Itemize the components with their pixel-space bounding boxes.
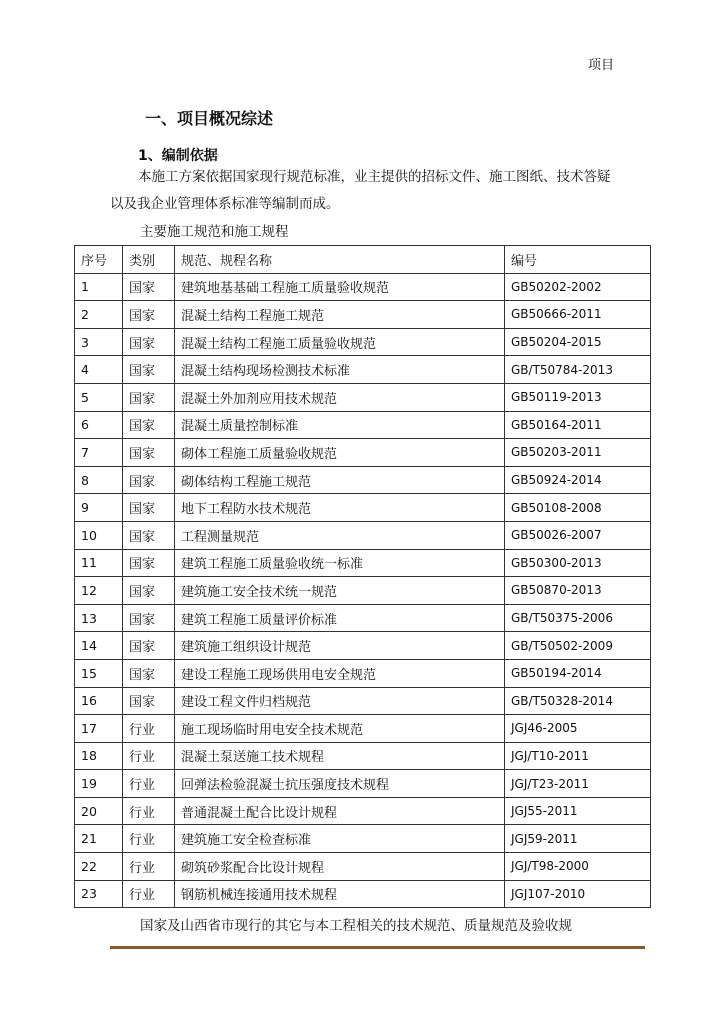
row-standard-name: 钢筋机械连接通用技术规程	[175, 880, 505, 908]
row-index: 23	[75, 880, 123, 908]
row-standard-name: 建设工程施工现场供用电安全规范	[175, 659, 505, 687]
table-row	[75, 521, 651, 549]
row-category: 国家	[123, 577, 175, 605]
row-standard-name: 混凝土结构现场检测技术标准	[175, 356, 505, 384]
row-index: 11	[75, 549, 123, 577]
row-standard-name: 工程测量规范	[175, 521, 505, 549]
header-cell-name: 规范、规程名称	[175, 246, 505, 274]
header-label: 项目	[587, 58, 614, 73]
table-row	[75, 880, 651, 908]
row-index: 14	[75, 632, 123, 660]
row-standard-name: 普通混凝土配合比设计规程	[175, 797, 505, 825]
row-standard-name: 混凝土泵送施工技术规程	[175, 742, 505, 770]
row-category: 国家	[123, 659, 175, 687]
table-row	[75, 715, 651, 743]
row-standard-name: 砌体结构工程施工规范	[175, 466, 505, 494]
row-category: 行业	[123, 742, 175, 770]
row-standard-code: JGJ55-2011	[505, 797, 651, 825]
row-standard-code: JGJ107-2010	[505, 880, 651, 908]
row-index: 13	[75, 604, 123, 632]
table-row	[75, 853, 651, 881]
row-standard-name: 建筑工程施工质量验收统一标准	[175, 549, 505, 577]
row-standard-code: GB50119-2013	[505, 383, 651, 411]
intro-paragraph: 本施工方案依据国家现行规范标准，业主提供的招标文件、施工图纸、技术答疑以及我企业管理体系标准等编制而成。	[110, 169, 611, 212]
row-standard-name: 砌体工程施工质量验收规范	[175, 439, 505, 467]
row-standard-code: GB50870-2013	[505, 577, 651, 605]
row-standard-code: GB50202-2002	[505, 273, 651, 301]
row-index: 2	[75, 301, 123, 329]
row-index: 5	[75, 383, 123, 411]
footer-text: 国家及山西省市现行的其它与本工程相关的技术规范、质量规范及验收规	[140, 918, 572, 934]
table-caption: 主要施工规范和施工规程	[140, 224, 289, 240]
row-category: 国家	[123, 411, 175, 439]
row-standard-name: 施工现场临时用电安全技术规范	[175, 715, 505, 743]
row-standard-code: JGJ/T23-2011	[505, 770, 651, 798]
row-category: 行业	[123, 797, 175, 825]
row-index: 3	[75, 328, 123, 356]
row-index: 21	[75, 825, 123, 853]
row-category: 国家	[123, 439, 175, 467]
row-category: 国家	[123, 273, 175, 301]
row-standard-code: GB/T50328-2014	[505, 687, 651, 715]
table-row	[75, 742, 651, 770]
row-category: 国家	[123, 356, 175, 384]
table-row	[75, 687, 651, 715]
subsection-title: 1、编制依据	[138, 148, 218, 164]
row-index: 18	[75, 742, 123, 770]
table-row	[75, 770, 651, 798]
row-index: 12	[75, 577, 123, 605]
row-index: 20	[75, 797, 123, 825]
table-row	[75, 466, 651, 494]
table-row	[75, 383, 651, 411]
row-standard-name: 建筑工程施工质量评价标准	[175, 604, 505, 632]
row-standard-name: 回弹法检验混凝土抗压强度技术规程	[175, 770, 505, 798]
row-standard-name: 建筑施工安全技术统一规范	[175, 577, 505, 605]
row-standard-name: 砌筑砂浆配合比设计规程	[175, 853, 505, 881]
row-category: 国家	[123, 301, 175, 329]
table-row	[75, 356, 651, 384]
row-standard-code: GB50203-2011	[505, 439, 651, 467]
row-standard-name: 地下工程防水技术规范	[175, 494, 505, 522]
row-index: 8	[75, 466, 123, 494]
footer-rule	[110, 946, 645, 949]
row-category: 国家	[123, 328, 175, 356]
row-category: 国家	[123, 632, 175, 660]
table-row	[75, 439, 651, 467]
row-standard-code: JGJ/T10-2011	[505, 742, 651, 770]
row-standard-code: GB/T50784-2013	[505, 356, 651, 384]
row-category: 国家	[123, 521, 175, 549]
row-standard-code: JGJ46-2005	[505, 715, 651, 743]
header-cell-code: 编号	[505, 246, 651, 274]
row-index: 9	[75, 494, 123, 522]
row-standard-code: GB50108-2008	[505, 494, 651, 522]
row-standard-code: GB/T50375-2006	[505, 604, 651, 632]
header-cell-category: 类别	[123, 246, 175, 274]
row-category: 国家	[123, 383, 175, 411]
row-category: 行业	[123, 880, 175, 908]
row-index: 6	[75, 411, 123, 439]
row-standard-code: GB50666-2011	[505, 301, 651, 329]
table-row	[75, 797, 651, 825]
table-row	[75, 659, 651, 687]
row-index: 10	[75, 521, 123, 549]
table-row	[75, 632, 651, 660]
table-header-row	[75, 246, 651, 274]
row-standard-code: GB50026-2007	[505, 521, 651, 549]
row-index: 22	[75, 853, 123, 881]
row-index: 1	[75, 273, 123, 301]
table-body	[75, 273, 651, 908]
row-standard-name: 混凝土结构工程施工规范	[175, 301, 505, 329]
table-row	[75, 494, 651, 522]
row-standard-code: JGJ59-2011	[505, 825, 651, 853]
row-standard-code: GB50164-2011	[505, 411, 651, 439]
row-standard-code: GB50204-2015	[505, 328, 651, 356]
row-standard-name: 建筑地基基础工程施工质量验收规范	[175, 273, 505, 301]
row-category: 行业	[123, 853, 175, 881]
table-row	[75, 604, 651, 632]
row-index: 7	[75, 439, 123, 467]
table-row	[75, 411, 651, 439]
row-category: 国家	[123, 604, 175, 632]
section-title: 一、项目概况综述	[145, 109, 274, 128]
row-category: 行业	[123, 715, 175, 743]
table-row	[75, 273, 651, 301]
row-standard-code: GB/T50502-2009	[505, 632, 651, 660]
row-standard-code: GB50300-2013	[505, 549, 651, 577]
row-standard-name: 建设工程文件归档规范	[175, 687, 505, 715]
row-standard-code: JGJ/T98-2000	[505, 853, 651, 881]
row-index: 17	[75, 715, 123, 743]
table-row	[75, 825, 651, 853]
table-row	[75, 577, 651, 605]
row-category: 行业	[123, 825, 175, 853]
header-cell-index: 序号	[75, 246, 123, 274]
row-category: 行业	[123, 770, 175, 798]
row-category: 国家	[123, 494, 175, 522]
row-index: 15	[75, 659, 123, 687]
row-index: 19	[75, 770, 123, 798]
row-standard-name: 建筑施工安全检查标准	[175, 825, 505, 853]
table-row	[75, 328, 651, 356]
row-index: 4	[75, 356, 123, 384]
row-category: 国家	[123, 687, 175, 715]
row-category: 国家	[123, 549, 175, 577]
row-standard-name: 混凝土结构工程施工质量验收规范	[175, 328, 505, 356]
row-index: 16	[75, 687, 123, 715]
row-standard-code: GB50924-2014	[505, 466, 651, 494]
row-category: 国家	[123, 466, 175, 494]
row-standard-code: GB50194-2014	[505, 659, 651, 687]
row-standard-name: 混凝土外加剂应用技术规范	[175, 383, 505, 411]
standards-table	[74, 245, 651, 908]
row-standard-name: 建筑施工组织设计规范	[175, 632, 505, 660]
table-row	[75, 301, 651, 329]
row-standard-name: 混凝土质量控制标准	[175, 411, 505, 439]
table-row	[75, 549, 651, 577]
